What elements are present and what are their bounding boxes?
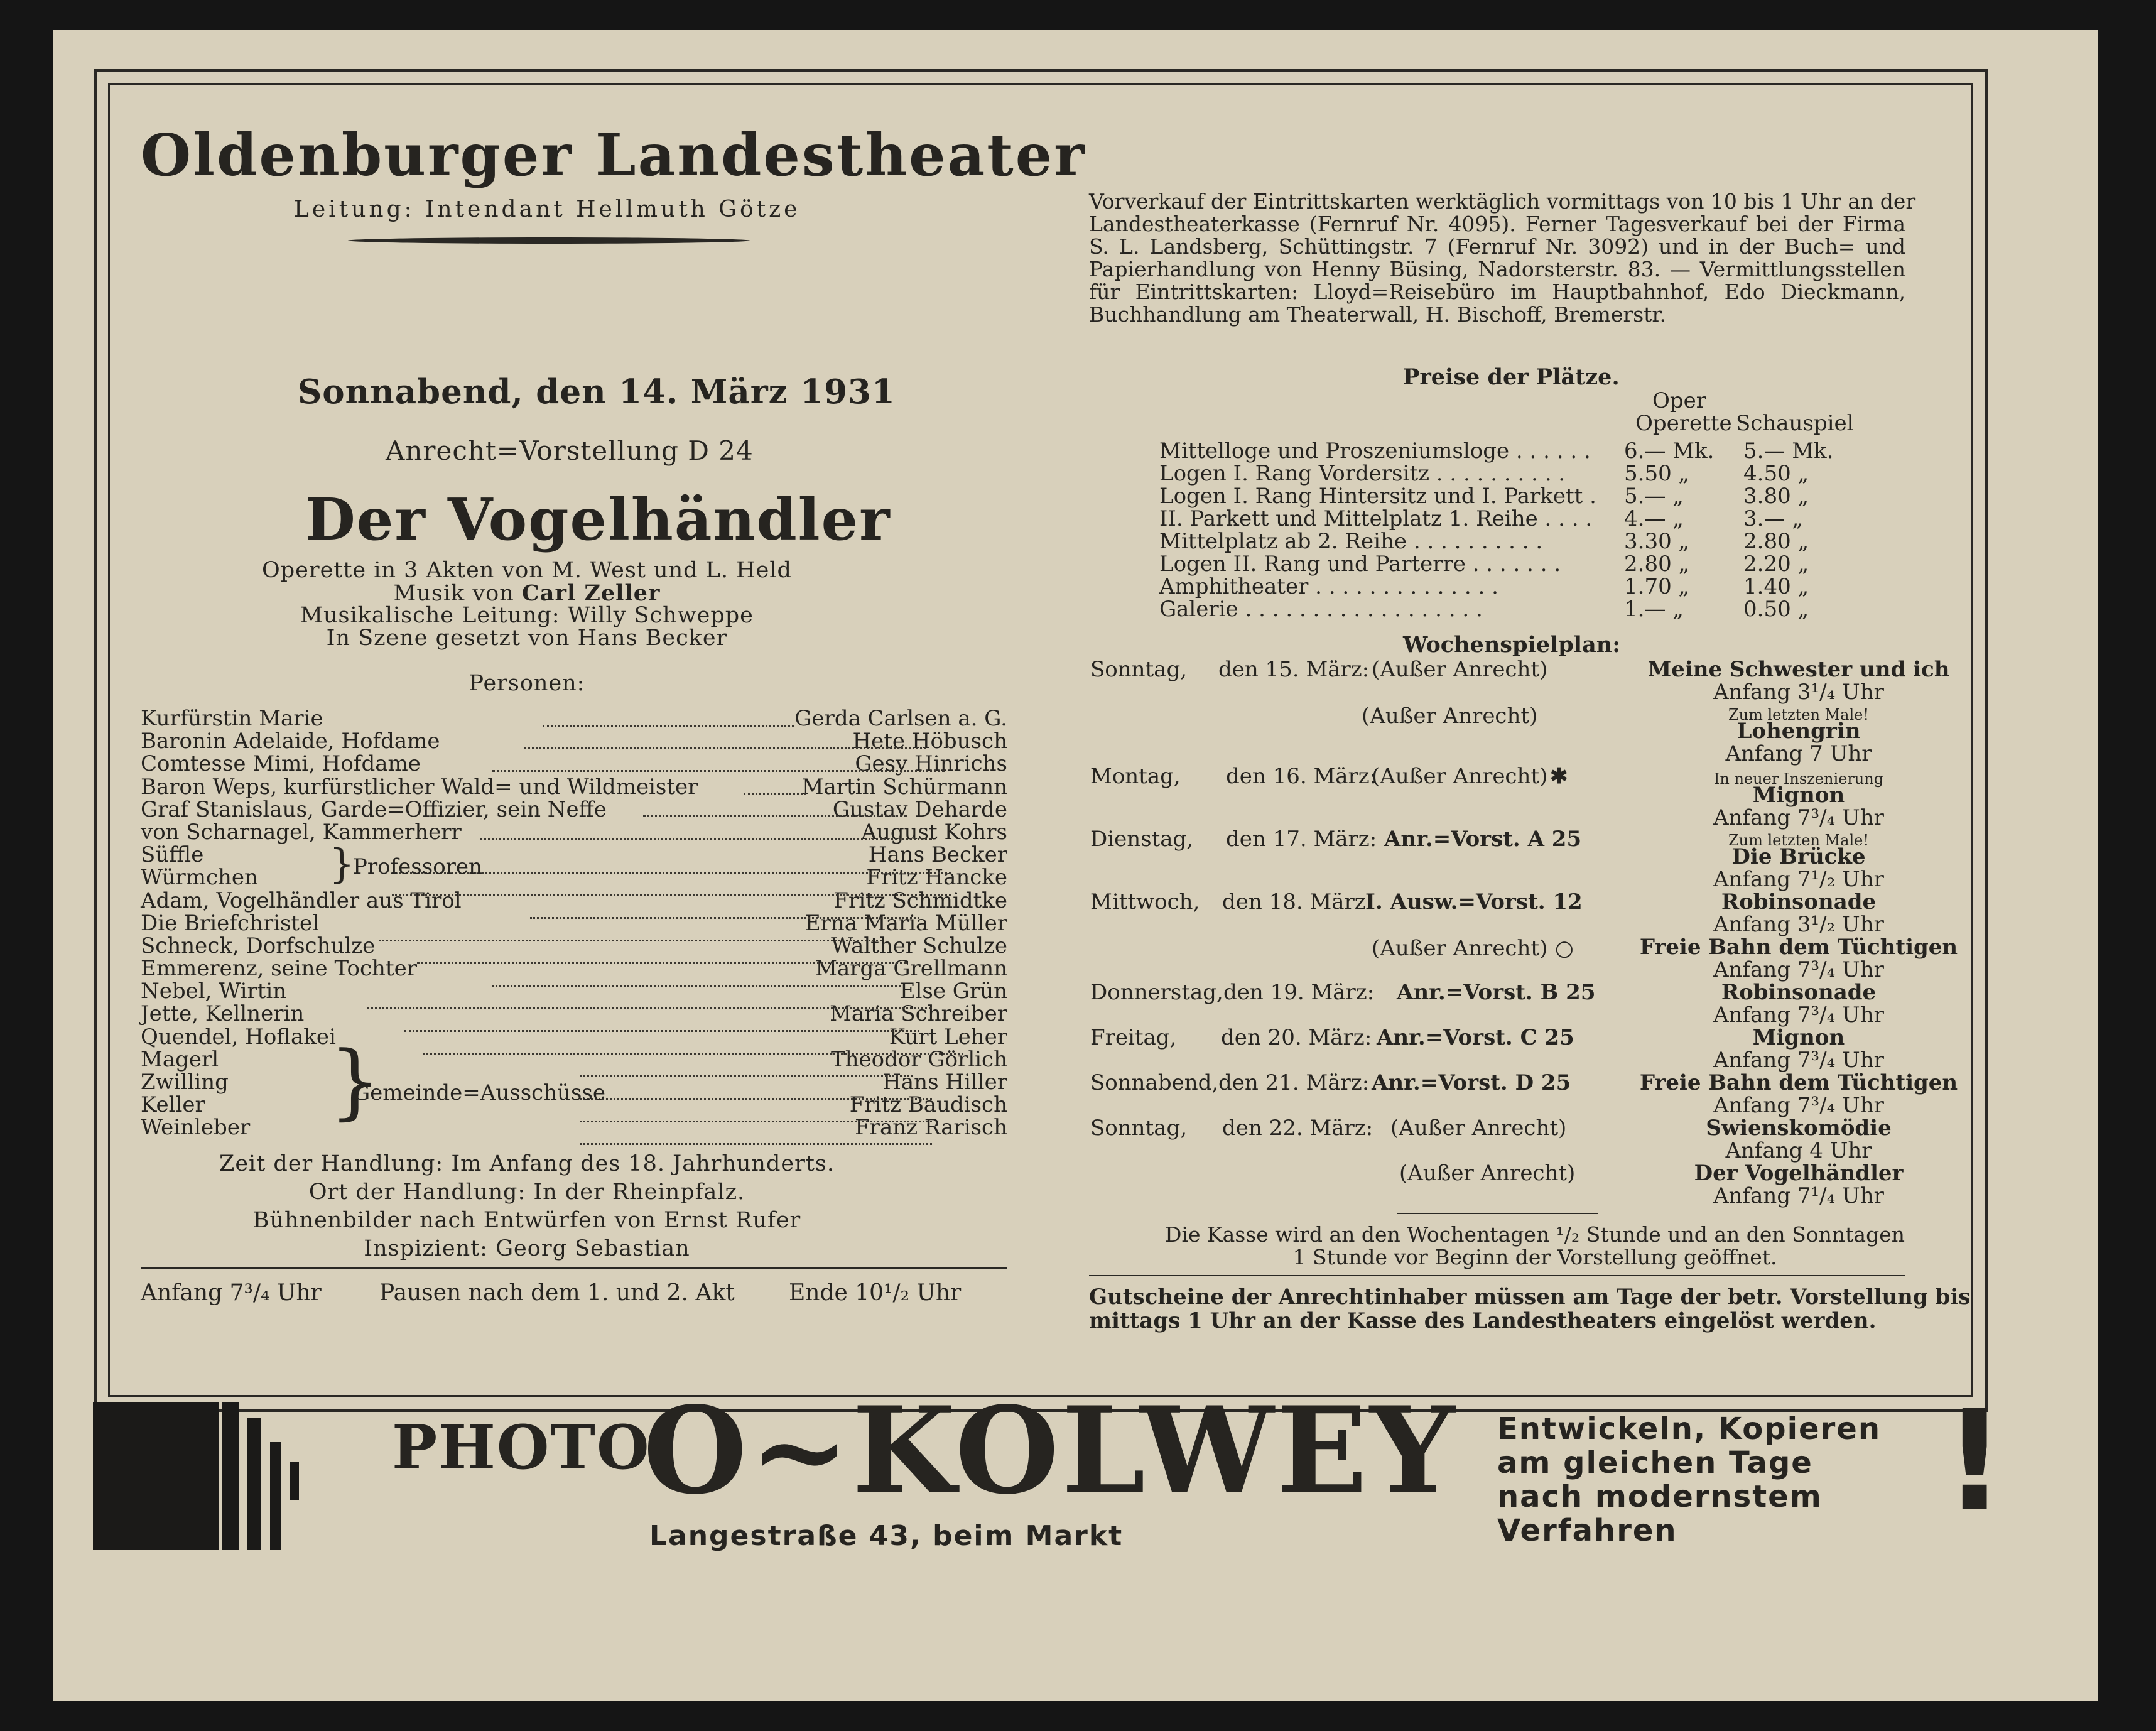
actor: August Kohrs	[861, 819, 1007, 845]
start-time: Anfang 7³/₄ Uhr	[1713, 1002, 1884, 1028]
cast-row	[141, 1026, 1007, 1048]
start-time: Anfang 3¹/₄ Uhr	[1713, 680, 1884, 705]
price-row	[1159, 462, 1888, 485]
anrecht-status: Anr.=Vorst. C 25	[1377, 1025, 1574, 1050]
ad-slogan-line: am gleichen Tage	[1497, 1445, 1813, 1480]
leader-dots	[530, 917, 919, 919]
oper-price: 4.— „	[1624, 506, 1684, 531]
pausen: Pausen nach dem 1. und 2. Akt	[379, 1280, 735, 1306]
leader-dots	[643, 815, 907, 817]
leader-dots	[367, 1007, 932, 1009]
day-date: den 17. März:	[1226, 827, 1377, 852]
schauspiel-price: 2.80 „	[1743, 529, 1809, 554]
cast-row	[141, 844, 1007, 866]
price-row	[1159, 598, 1888, 621]
start-time: Anfang 7³/₄ Uhr	[1713, 957, 1884, 982]
cast-list	[141, 707, 1007, 1139]
inspizient: Inspizient: Georg Sebastian	[364, 1236, 690, 1261]
logo-block	[93, 1402, 219, 1550]
performance-date: Sonnabend, den 14. März 1931	[298, 372, 896, 411]
day-date: den 21. März:	[1218, 1070, 1370, 1095]
actor: Hans Becker	[868, 842, 1007, 868]
brace-professoren: }	[329, 841, 355, 887]
role: Emmerenz, seine Tochter	[141, 956, 417, 982]
day-label: Donnerstag,	[1090, 980, 1223, 1005]
actor: Gustav Deharde	[832, 796, 1007, 822]
actor: Franz Rarisch	[855, 1115, 1007, 1141]
logo-bar	[290, 1462, 299, 1500]
leader-dots	[580, 1143, 932, 1145]
price-row	[1159, 485, 1888, 507]
logo-bar	[247, 1418, 261, 1550]
day-label: Montag,	[1090, 764, 1181, 789]
ad-photo-word: PHOTO	[392, 1412, 651, 1483]
ende-time: Ende 10¹/₂ Uhr	[789, 1280, 962, 1306]
price-row	[1159, 507, 1888, 530]
start-time: Anfang 4 Uhr	[1725, 1138, 1872, 1163]
play-name: Der Vogelhändler	[1694, 1161, 1904, 1186]
play-name: Mignon	[1752, 1025, 1845, 1050]
actor: Walther Schulze	[831, 933, 1007, 958]
role: Kurfürstin Marie	[141, 706, 323, 731]
actor: Kurt Leher	[889, 1024, 1007, 1050]
day-date: den 22. März:	[1222, 1115, 1373, 1141]
actor: Gerda Carlsen a. G.	[794, 706, 1007, 731]
leader-dots	[744, 793, 806, 795]
actor: Fritz Baudisch	[849, 1092, 1007, 1118]
price-row	[1159, 440, 1888, 462]
actor: Fritz Schmidtke	[833, 887, 1007, 913]
oper-header: Oper	[1652, 388, 1707, 413]
leader-dots	[492, 770, 945, 772]
play-note: In neuer Inszenierung	[1713, 770, 1884, 788]
group-gemeinde: Gemeinde=Ausschüsse	[353, 1080, 605, 1105]
gutscheine-line: mittags 1 Uhr an der Kasse des Landestheaters eingelöst werden.	[1089, 1308, 1877, 1333]
cast-row	[141, 957, 1007, 980]
anrecht-line: Anrecht=Vorstellung D 24	[386, 435, 754, 466]
play-name: Freie Bahn dem Tüchtigen	[1639, 935, 1958, 960]
play-name: Freie Bahn dem Tüchtigen	[1639, 1070, 1958, 1095]
musical-direction: Musikalische Leitung: Willy Schweppe	[300, 603, 754, 628]
leader-dots	[492, 985, 901, 987]
role: Graf Stanislaus, Garde=Offizier, sein Neffe	[141, 796, 607, 822]
oper-price: 1.70 „	[1624, 574, 1690, 599]
ad-address: Langestraße 43, beim Markt	[649, 1520, 1124, 1552]
play-name: Mignon	[1752, 783, 1845, 808]
role: Quendel, Hoflakei	[141, 1024, 336, 1050]
schauspiel-price: 4.50 „	[1743, 461, 1809, 486]
day-date: den 18. März:	[1222, 889, 1373, 914]
anrecht-status: Anr.=Vorst. D 25	[1372, 1070, 1571, 1095]
role: Zwilling	[141, 1070, 229, 1095]
day-label: Sonnabend,	[1090, 1070, 1219, 1095]
anrecht-status: (Außer Anrecht)	[1372, 764, 1548, 789]
cast-row	[141, 866, 1007, 889]
actor: Erna Maria Müller	[804, 910, 1007, 936]
composer-name: Carl Zeller	[521, 580, 661, 606]
oper-price: 2.80 „	[1624, 551, 1690, 577]
day-date: den 15. März:	[1218, 657, 1370, 682]
role: Magerl	[141, 1046, 219, 1072]
anrecht-status: (Außer Anrecht)	[1399, 1161, 1576, 1186]
magazine-page	[53, 30, 2098, 1701]
leader-dots	[404, 1030, 919, 1032]
day-date: den 20. März:	[1221, 1025, 1372, 1050]
oper-price: 5.50 „	[1624, 461, 1690, 486]
cast-row	[141, 912, 1007, 935]
actor: Martin Schürmann	[801, 774, 1007, 800]
preise-heading: Preise der Plätze.	[1403, 364, 1620, 390]
seat-category: Logen I. Rang Vordersitz . . . . . . . . . .	[1159, 461, 1566, 486]
vorverkauf-line: S. L. Landsberg, Schüttingstr. 7 (Fernruf Nr. 3092) und in der Buch= und	[1089, 234, 1905, 259]
play-subtitle: Operette in 3 Akten von M. West und L. Held	[262, 558, 792, 583]
ad-slogan-line: Verfahren	[1497, 1513, 1677, 1548]
vorverkauf-line: Landestheaterkasse (Fernruf Nr. 4095). Ferner Tagesverkauf bei der Firma	[1089, 212, 1905, 236]
actor: Theodor Görlich	[830, 1046, 1007, 1072]
circle-icon: ○	[1555, 936, 1574, 961]
gutscheine-line: Gutscheine der Anrechtinhaber müssen am Tage der betr. Vorstellung bis	[1089, 1284, 1971, 1310]
anrecht-status: (Außer Anrecht)	[1362, 703, 1538, 729]
theatre-name: Oldenburger Landestheater	[141, 121, 1086, 189]
play-name: Swienskomödie	[1706, 1115, 1892, 1141]
start-time: Anfang 7¹/₄ Uhr	[1713, 1183, 1884, 1208]
play-name: Lohengrin	[1736, 719, 1861, 744]
leader-dots	[580, 1098, 932, 1100]
schauspiel-price: 3.80 „	[1743, 484, 1809, 509]
cast-row	[141, 889, 1007, 912]
group-professoren: Professoren	[353, 854, 482, 879]
cast-row	[141, 935, 1007, 957]
start-time: Anfang 3¹/₂ Uhr	[1713, 912, 1884, 937]
schauspiel-price: 1.40 „	[1743, 574, 1809, 599]
exclamation-mark: !	[1943, 1381, 2007, 1541]
start-time: Anfang 7³/₄ Uhr	[1713, 1048, 1884, 1073]
start-time: Anfang 7¹/₂ Uhr	[1713, 867, 1884, 892]
leader-dots	[480, 838, 932, 840]
actor: Hete Höbusch	[852, 729, 1007, 754]
anrecht-status: (Außer Anrecht)	[1390, 1115, 1567, 1141]
ad-slogan	[1497, 1412, 1881, 1548]
vorverkauf-block	[1089, 189, 1916, 327]
ad-kolwey-word: O~KOLWEY	[643, 1381, 1458, 1521]
logo-bar	[270, 1442, 281, 1550]
footer-rule-left	[141, 1267, 1007, 1269]
leader-dots	[543, 725, 794, 727]
day-date: den 16. März:	[1226, 764, 1377, 789]
cast-row	[141, 1048, 1007, 1071]
kasse-note	[1164, 1224, 1905, 1269]
oper-price: 3.30 „	[1624, 529, 1690, 554]
oper-price: 5.— „	[1624, 484, 1684, 509]
role: von Scharnagel, Kammerherr	[141, 819, 462, 845]
seat-category: Logen I. Rang Hintersitz und I. Parkett .	[1159, 484, 1596, 509]
play-name: Die Brücke	[1731, 844, 1866, 869]
leader-dots	[580, 1075, 913, 1077]
role: Keller	[141, 1092, 205, 1118]
vorverkauf-line: Papierhandlung von Henny Büsing, Nadorsterstr. 83. — Vermittlungsstellen	[1089, 257, 1905, 281]
leitung-line: Leitung: Intendant Hellmuth Götze	[294, 197, 801, 222]
role: Würmchen	[141, 865, 258, 891]
play-title: Der Vogelhändler	[305, 486, 891, 553]
day-label: Freitag,	[1090, 1025, 1177, 1050]
schauspiel-header: Schauspiel	[1736, 411, 1854, 436]
day-label: Sonntag,	[1090, 1115, 1188, 1141]
asterisk-icon: ✱	[1550, 764, 1568, 789]
role: Süffle	[141, 842, 204, 868]
day-label: Sonntag,	[1090, 657, 1188, 682]
cast-row	[141, 776, 1007, 798]
anrecht-status: Anr.=Vorst. A 25	[1384, 827, 1582, 852]
start-time: Anfang 7³/₄ Uhr	[1713, 805, 1884, 830]
leader-dots	[423, 1053, 963, 1055]
price-row	[1159, 575, 1888, 598]
actor: Hans Hiller	[882, 1070, 1007, 1095]
play-note: Zum letzten Male!	[1728, 832, 1870, 849]
music-prefix: Musik von	[393, 581, 522, 606]
day-label: Dienstag,	[1090, 827, 1194, 852]
play-name: Robinsonade	[1721, 980, 1877, 1005]
seat-category: Mittelplatz ab 2. Reihe . . . . . . . . . .	[1159, 529, 1543, 554]
header-rule	[348, 237, 750, 244]
wochenspielplan-heading: Wochenspielplan:	[1403, 632, 1621, 658]
buehnenbilder: Bühnenbilder nach Entwürfen von Ernst Rufer	[252, 1208, 801, 1233]
personen-heading: Personen:	[469, 671, 585, 696]
actor: Maria Schreiber	[830, 1001, 1007, 1027]
vorverkauf-line: Buchhandlung am Theaterwall, H. Bischoff, Bremerstr.	[1089, 302, 1667, 327]
cast-row	[141, 1116, 1007, 1139]
vorverkauf-line: Vorverkauf der Eintrittskarten werktäglich vormittags von 10 bis 1 Uhr an der	[1089, 189, 1916, 214]
operette-header: Operette	[1635, 411, 1732, 436]
oper-price: 6.— Mk.	[1624, 438, 1715, 464]
short-rule	[1397, 1213, 1598, 1214]
cast-row	[141, 798, 1007, 821]
schauspiel-price: 0.50 „	[1743, 597, 1809, 622]
seat-category: Amphitheater . . . . . . . . . . . . . .	[1159, 574, 1498, 599]
footer-rule-right	[1089, 1275, 1905, 1276]
ad-slogan-line: Entwickeln, Kopieren	[1497, 1411, 1882, 1446]
role: Die Briefchristel	[141, 910, 320, 936]
play-name: Robinsonade	[1721, 889, 1877, 914]
actor: Gesy Hinrichs	[855, 751, 1007, 777]
role: Baronin Adelaide, Hofdame	[141, 729, 440, 754]
music-line	[141, 580, 913, 606]
vorverkauf-line: für Eintrittskarten: Lloyd=Reisebüro im Hauptbahnhof, Edo Dieckmann,	[1089, 279, 1905, 304]
leader-dots	[379, 940, 882, 941]
day-label: Mittwoch,	[1090, 889, 1200, 914]
schauspiel-price: 2.20 „	[1743, 551, 1809, 577]
seat-category: Logen II. Rang und Parterre . . . . . . .	[1159, 551, 1561, 577]
cast-row	[141, 1002, 1007, 1025]
role: Baron Weps, kurfürstlicher Wald= und Wildmeister	[141, 774, 698, 800]
leader-dots	[580, 1121, 932, 1122]
start-time: Anfang 7³/₄ Uhr	[1713, 1093, 1884, 1118]
cast-row	[141, 821, 1007, 844]
role: Adam, Vogelhändler aus Tirol	[141, 887, 462, 913]
actor: Else Grün	[899, 979, 1007, 1004]
day-date: den 19. März:	[1223, 980, 1375, 1005]
leader-dots	[392, 894, 951, 896]
schauspiel-price: 5.— Mk.	[1743, 438, 1834, 464]
actor: Marga Grellmann	[815, 956, 1007, 982]
role: Weinleber	[141, 1115, 251, 1141]
anrecht-status: I. Ausw.=Vorst. 12	[1365, 889, 1583, 914]
start-time: Anfang 7 Uhr	[1725, 741, 1872, 766]
schauspiel-price: 3.— „	[1743, 506, 1803, 531]
leader-dots	[417, 962, 907, 964]
actor: Fritz Hancke	[866, 865, 1007, 891]
kasse-line: Die Kasse wird an den Wochentagen ¹/₂ Stunde und an den Sonntagen	[1165, 1222, 1905, 1247]
anrecht-status: (Außer Anrecht)	[1372, 936, 1548, 961]
ad-slogan-line: nach modernstem	[1497, 1479, 1823, 1514]
anrecht-status: Anr.=Vorst. B 25	[1397, 980, 1596, 1005]
role: Comtesse Mimi, Hofdame	[141, 751, 421, 777]
anrecht-status: (Außer Anrecht)	[1372, 657, 1548, 682]
zeit-der-handlung: Zeit der Handlung: Im Anfang des 18. Jahrhunderts.	[219, 1151, 835, 1176]
brace-gemeinde: }	[329, 1033, 381, 1129]
anfang-time: Anfang 7³/₄ Uhr	[141, 1280, 322, 1306]
play-note: Zum letzten Male!	[1728, 706, 1870, 724]
kasse-line: 1 Stunde vor Beginn der Vorstellung geöffnet.	[1292, 1245, 1777, 1269]
role: Nebel, Wirtin	[141, 979, 287, 1004]
seat-category: Galerie . . . . . . . . . . . . . . . . . .	[1159, 597, 1483, 622]
price-row	[1159, 530, 1888, 553]
oper-price: 1.— „	[1624, 597, 1684, 622]
gutscheine-note	[1089, 1284, 1971, 1333]
cast-row	[141, 980, 1007, 1002]
leader-dots	[524, 747, 926, 749]
seat-category: II. Parkett und Mittelplatz 1. Reihe . . . .	[1159, 506, 1593, 531]
stage-direction: In Szene gesetzt von Hans Becker	[326, 626, 728, 651]
price-row	[1159, 553, 1888, 575]
ort-der-handlung: Ort der Handlung: In der Rheinpfalz.	[308, 1180, 745, 1205]
cast-row	[141, 752, 1007, 775]
role: Schneck, Dorfschulze	[141, 933, 376, 958]
role: Jette, Kellnerin	[141, 1001, 305, 1027]
logo-bar	[222, 1402, 239, 1550]
seat-category: Mittelloge und Proszeniumsloge . . . . . .	[1159, 438, 1591, 464]
play-name: Meine Schwester und ich	[1647, 657, 1950, 682]
